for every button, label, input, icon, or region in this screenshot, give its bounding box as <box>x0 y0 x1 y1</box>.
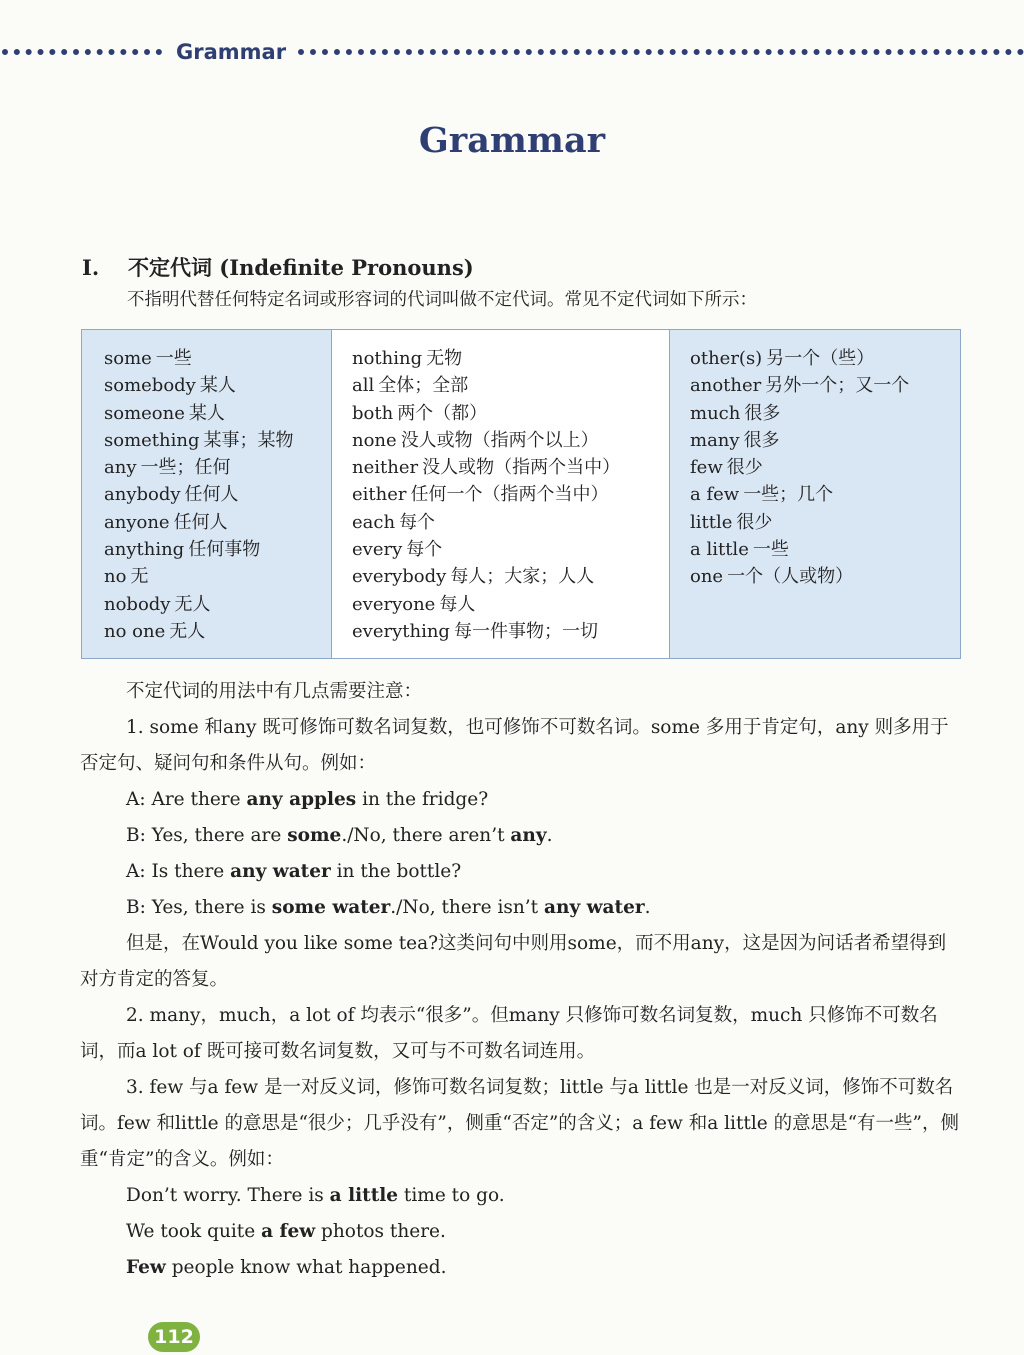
pronoun-en: something <box>104 429 200 451</box>
pronoun-entry <box>352 509 669 536</box>
example-sentence <box>80 1250 960 1286</box>
pronoun-entry <box>104 427 331 454</box>
pronoun-en: a few <box>690 484 740 506</box>
pronoun-entry <box>352 536 669 563</box>
pronoun-zh: 任何事物 <box>188 539 261 561</box>
examples-3 <box>80 1178 960 1286</box>
pronoun-entry <box>104 372 331 399</box>
example-bold-run: some water <box>271 897 391 918</box>
example-text-run: B: Yes, there is <box>126 897 272 918</box>
pronoun-entry <box>104 509 331 536</box>
pronoun-entry <box>352 618 669 645</box>
pronoun-zh: 一些；任何 <box>140 457 231 479</box>
pronoun-entry <box>690 509 960 536</box>
example-text-run: in the bottle? <box>330 861 462 882</box>
pronoun-column-3 <box>669 330 960 658</box>
example-bold-run: any water <box>230 861 331 882</box>
pronoun-zh: 每人 <box>439 593 476 615</box>
pronoun-zh: 某事；某物 <box>203 429 294 451</box>
pronoun-entry <box>690 427 960 454</box>
example-text-run: people know what happened. <box>165 1257 447 1278</box>
pronoun-zh: 每个 <box>406 539 443 561</box>
header-dots-right <box>298 49 1024 55</box>
pronoun-zh: 没人或物（指两个以上） <box>400 429 599 451</box>
example-sentence <box>80 1178 960 1214</box>
pronoun-entry <box>104 481 331 508</box>
pronoun-zh: 每人；大家；人人 <box>450 566 595 588</box>
pronoun-en: somebody <box>104 375 196 397</box>
example-text-run: ./No, there aren’t <box>341 825 511 846</box>
pronoun-entry <box>104 345 331 372</box>
pronoun-entry <box>104 400 331 427</box>
pronoun-zh: 很多 <box>743 429 780 451</box>
pronoun-entry <box>352 345 669 372</box>
pronoun-zh: 无物 <box>426 348 463 369</box>
pronoun-entry <box>690 563 960 590</box>
pronoun-en: each <box>352 511 396 533</box>
example-bold-run: any apples <box>246 789 357 810</box>
pronoun-en: someone <box>104 402 185 424</box>
pronoun-en: other(s) <box>690 348 763 369</box>
section-heading <box>82 252 474 282</box>
pronoun-zh: 无人 <box>174 593 211 615</box>
pronoun-en: a little <box>690 539 749 561</box>
pronoun-entry <box>690 454 960 481</box>
pronoun-entry <box>104 618 331 645</box>
pronoun-en: another <box>690 375 762 397</box>
pronoun-zh: 全体；全部 <box>378 375 469 397</box>
note-1: 1. some 和any 既可修饰可数名词复数，也可修饰不可数名词。some 多用于肯定句，any 则多用于否定句、疑问句和条件从句。例如： <box>80 717 949 774</box>
header-label: Grammar <box>176 40 287 64</box>
pronoun-en: few <box>690 457 723 479</box>
pronoun-en: any <box>104 457 137 479</box>
pronoun-zh: 很多 <box>744 402 781 424</box>
pronoun-en: every <box>352 539 403 561</box>
pronoun-column-2 <box>332 330 669 658</box>
pronoun-table <box>81 329 961 659</box>
pronoun-en: all <box>352 375 375 397</box>
pronoun-zh: 很少 <box>736 511 773 533</box>
pronoun-entry <box>352 454 669 481</box>
running-header <box>0 38 1024 66</box>
pronoun-zh: 任何人 <box>184 484 239 506</box>
pronoun-zh: 一些 <box>155 348 192 369</box>
example-text-run: photos there. <box>315 1221 446 1242</box>
pronoun-en: either <box>352 484 407 506</box>
example-bold-run: a few <box>261 1221 316 1242</box>
pronoun-zh: 一个（人或物） <box>727 566 854 588</box>
pronoun-zh: 任何人 <box>173 511 228 533</box>
example-text-run: . <box>546 825 553 846</box>
example-text-run: ./No, there isn’t <box>390 897 544 918</box>
example-text-run: A: Is there <box>126 861 231 882</box>
example-bold-run: any water <box>544 897 645 918</box>
section-heading-text: 不定代词 (Indefinite Pronouns) <box>128 255 474 280</box>
pronoun-zh: 某人 <box>199 375 236 397</box>
page-number: 112 <box>148 1322 200 1352</box>
pronoun-en: nothing <box>352 348 423 369</box>
pronoun-zh: 很少 <box>726 457 763 479</box>
pronoun-zh: 无人 <box>169 620 206 642</box>
notes-body <box>80 674 960 1286</box>
pronoun-zh: 另一个（些） <box>766 348 875 369</box>
pronoun-zh: 任何一个（指两个当中） <box>410 484 609 506</box>
pronoun-en: many <box>690 429 740 451</box>
note-3: 3. few 与a few 是一对反义词，修饰可数名词复数；little 与a little 也是一对反义词，修饰不可数名词。few 和little 的意思是“很少；几乎没有”，侧重“否定”的含义；a few 和a little 的意思是“有一些”，侧重“肯定”的含义。例如： <box>80 1077 959 1170</box>
pronoun-en: little <box>690 511 733 533</box>
pronoun-entry <box>690 345 960 372</box>
pronoun-en: some <box>104 348 152 369</box>
notes-intro: 不定代词的用法中有几点需要注意： <box>126 681 423 702</box>
example-bold-run: a little <box>329 1185 399 1206</box>
pronoun-entry <box>104 536 331 563</box>
pronoun-en: much <box>690 402 741 424</box>
example-bold-run: Few <box>126 1257 166 1278</box>
note-2: 2. many，much，a lot of 均表示“很多”。但many 只修饰可数名词复数，much 只修饰不可数名词，而a lot of 既可接可数名词复数，又可与不可数名词连用。 <box>80 1005 938 1062</box>
pronoun-entry <box>104 563 331 590</box>
pronoun-zh: 每个 <box>399 511 436 533</box>
pronoun-entry <box>104 454 331 481</box>
pronoun-entry <box>352 427 669 454</box>
examples-1 <box>80 782 960 926</box>
pronoun-en: anyone <box>104 511 170 533</box>
pronoun-entry <box>352 372 669 399</box>
pronoun-entry <box>104 591 331 618</box>
section-number: I. <box>82 255 100 280</box>
example-text-run: A: Are there <box>126 789 247 810</box>
pronoun-entry <box>690 372 960 399</box>
pronoun-en: everyone <box>352 593 436 615</box>
pronoun-zh: 每一件事物；一切 <box>453 620 598 642</box>
header-dots-left <box>2 49 162 55</box>
pronoun-entry <box>690 536 960 563</box>
section-intro: 不指明代替任何特定名词或形容词的代词叫做不定代词。常见不定代词如下所示： <box>127 290 757 310</box>
example-text-run: . <box>644 897 651 918</box>
pronoun-en: both <box>352 402 394 424</box>
pronoun-entry <box>352 400 669 427</box>
example-sentence <box>80 890 960 926</box>
pronoun-entry <box>352 481 669 508</box>
pronoun-zh: 一些；几个 <box>743 484 834 506</box>
example-text-run: We took quite <box>126 1221 262 1242</box>
pronoun-entry <box>690 481 960 508</box>
example-sentence <box>80 854 960 890</box>
pronoun-zh: 无 <box>130 566 149 588</box>
example-sentence <box>80 1214 960 1250</box>
pronoun-zh: 另外一个；又一个 <box>765 375 910 397</box>
pronoun-en: one <box>690 566 724 588</box>
pronoun-column-1 <box>82 330 332 658</box>
example-text-run: Don’t worry. There is <box>126 1185 330 1206</box>
pronoun-entry <box>352 591 669 618</box>
example-text-run: B: Yes, there are <box>126 825 288 846</box>
example-sentence <box>80 818 960 854</box>
page-title: Grammar <box>418 120 606 161</box>
pronoun-zh: 某人 <box>188 402 225 424</box>
example-text-run: in the fridge? <box>356 789 489 810</box>
pronoun-zh: 两个（都） <box>397 402 488 424</box>
pronoun-en: anything <box>104 539 185 561</box>
example-bold-run: some <box>287 825 342 846</box>
pronoun-entry <box>690 400 960 427</box>
pronoun-en: anybody <box>104 484 181 506</box>
pronoun-en: everybody <box>352 566 447 588</box>
pronoun-en: no <box>104 566 127 588</box>
pronoun-entry <box>352 563 669 590</box>
pronoun-en: neither <box>352 457 419 479</box>
pronoun-en: no one <box>104 620 166 642</box>
pronoun-en: none <box>352 429 397 451</box>
pronoun-en: everything <box>352 620 450 642</box>
example-text-run: time to go. <box>398 1185 505 1206</box>
pronoun-en: nobody <box>104 593 171 615</box>
pronoun-zh: 没人或物（指两个当中） <box>422 457 621 479</box>
pronoun-zh: 一些 <box>752 539 789 561</box>
example-sentence <box>80 782 960 818</box>
example-bold-run: any <box>510 825 547 846</box>
note-1b: 但是，在Would you like some tea?这类问句中则用some，而不用any，这是因为问话者希望得到对方肯定的答复。 <box>80 933 947 990</box>
